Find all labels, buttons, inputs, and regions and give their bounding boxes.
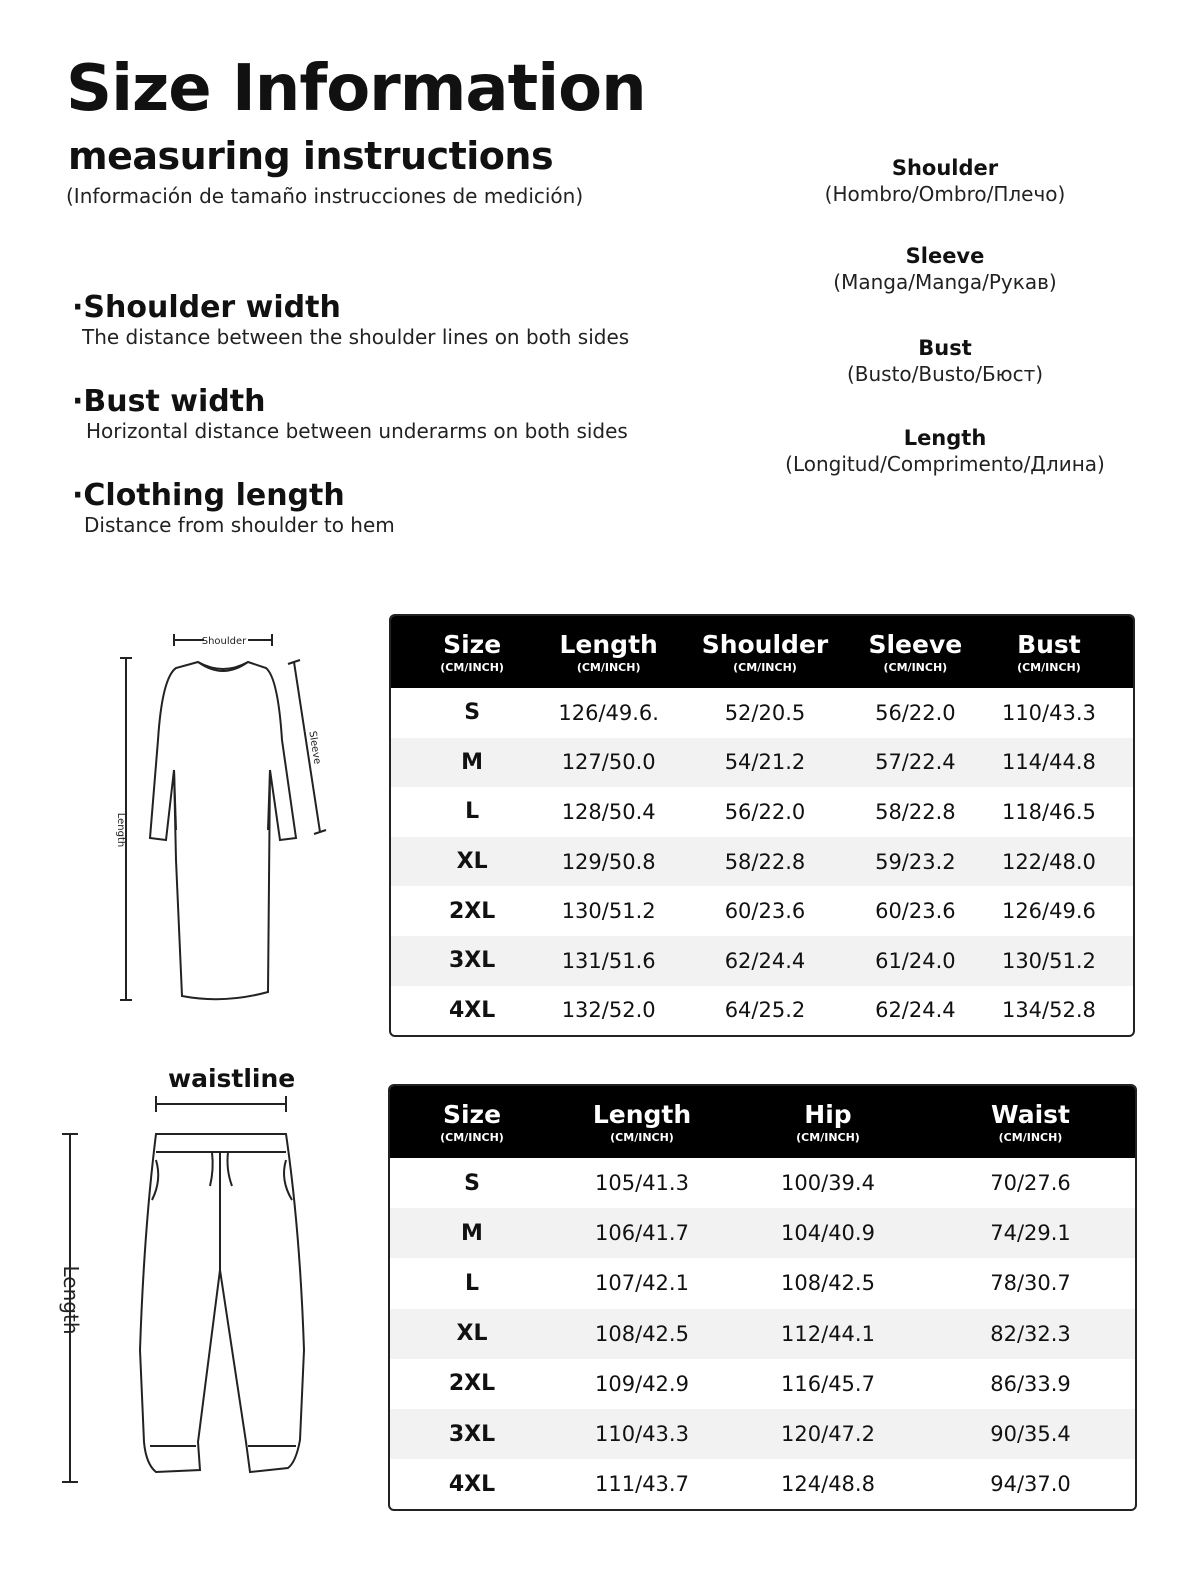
definition-text: The distance between the shoulder lines on both sides — [82, 325, 630, 349]
table-row — [390, 1409, 1135, 1459]
waist-cell: 90/35.4 — [990, 1422, 1071, 1447]
table-row — [391, 886, 1133, 936]
waist-cell: 82/32.3 — [990, 1321, 1071, 1346]
legend-bust — [760, 336, 1130, 386]
size-cell: S — [464, 1170, 480, 1196]
table-row — [390, 1459, 1135, 1509]
shoulder-cell: 64/25.2 — [724, 998, 806, 1023]
length-cell: 126/49.6. — [558, 700, 659, 725]
definition-bust — [72, 384, 628, 443]
hip-cell: 120/47.2 — [781, 1422, 875, 1447]
table-header — [390, 1086, 1135, 1158]
length-cell: 129/50.8 — [561, 849, 656, 874]
column-header-shoulder: Shoulder (CM/INCH) — [701, 630, 829, 674]
column-header-hip: Hip (CM/INCH) — [796, 1100, 860, 1144]
page-title: Size Information — [66, 52, 646, 126]
length-cell: 105/41.3 — [595, 1171, 689, 1196]
length-cell: 131/51.6 — [561, 948, 656, 973]
bust-cell: 130/51.2 — [1001, 948, 1096, 973]
waist-cell: 74/29.1 — [990, 1221, 1071, 1246]
legend-name: Bust — [918, 336, 972, 360]
size-cell: 4XL — [448, 997, 496, 1023]
legend-length — [760, 426, 1130, 476]
definition-heading: ·Clothing length — [72, 478, 345, 513]
size-cell: 2XL — [448, 1371, 496, 1397]
length-cell: 108/42.5 — [595, 1321, 689, 1346]
legend-sleeve — [760, 244, 1130, 294]
hip-cell: 104/40.9 — [781, 1221, 875, 1246]
table-row — [391, 837, 1133, 887]
column-header-size: Size (CM/INCH) — [440, 630, 504, 674]
column-header-length: Length (CM/INCH) — [592, 1100, 692, 1144]
legend-translation: (Longitud/Comprimento/Длина) — [785, 452, 1105, 476]
table-row — [391, 738, 1133, 788]
table-header — [391, 616, 1133, 688]
definition-text: Horizontal distance between underarms on both sides — [86, 419, 628, 443]
bust-cell: 114/44.8 — [1001, 750, 1096, 775]
size-cell: M — [461, 749, 484, 775]
column-header-bust: Bust (CM/INCH) — [1017, 630, 1081, 674]
hip-cell: 108/42.5 — [781, 1271, 875, 1296]
page-subtitle: measuring instructions — [68, 134, 554, 178]
legend-translation: (Manga/Manga/Рукав) — [833, 270, 1057, 294]
table-row — [391, 688, 1133, 738]
table-row — [390, 1258, 1135, 1308]
size-cell: 3XL — [448, 1421, 496, 1447]
length-cell: 132/52.0 — [561, 998, 656, 1023]
table-row — [390, 1158, 1135, 1208]
table-row — [390, 1309, 1135, 1359]
table-body — [390, 1158, 1135, 1509]
waist-cell: 94/37.0 — [990, 1472, 1071, 1497]
length-cell: 106/41.7 — [595, 1221, 689, 1246]
size-cell: L — [465, 799, 480, 825]
length-cell: 110/43.3 — [595, 1422, 689, 1447]
legend-name: Sleeve — [905, 244, 985, 268]
dress-diagram — [100, 620, 340, 1020]
table-row — [391, 986, 1133, 1036]
legend-name: Length — [903, 426, 987, 450]
sleeve-cell: 61/24.0 — [875, 948, 956, 973]
shoulder-cell: 54/21.2 — [724, 750, 806, 775]
size-cell: 4XL — [448, 1471, 496, 1497]
legend-translation: (Busto/Busto/Бюст) — [846, 362, 1044, 386]
definition-shoulder — [72, 290, 629, 349]
legend-translation: (Hombro/Ombro/Плечо) — [824, 182, 1066, 206]
sleeve-cell: 57/22.4 — [875, 750, 956, 775]
bust-cell: 118/46.5 — [1001, 799, 1096, 824]
bust-cell: 110/43.3 — [1001, 700, 1096, 725]
dress-size-table — [389, 614, 1135, 1037]
size-cell: 2XL — [448, 898, 496, 924]
sleeve-cell: 59/23.2 — [875, 849, 956, 874]
length-cell: 130/51.2 — [561, 899, 656, 924]
hip-cell: 116/45.7 — [781, 1371, 875, 1396]
pants-length-label: Length — [59, 1265, 83, 1335]
sleeve-cell: 58/22.8 — [875, 799, 956, 824]
table-body — [391, 688, 1133, 1035]
definition-text: Distance from shoulder to hem — [84, 513, 395, 537]
size-cell: S — [464, 700, 481, 726]
shoulder-cell: 58/22.8 — [724, 849, 806, 874]
sleeve-cell: 56/22.0 — [875, 700, 956, 725]
pants-size-table — [388, 1084, 1137, 1511]
bust-cell: 126/49.6 — [1001, 899, 1096, 924]
column-header-size: Size (CM/INCH) — [440, 1100, 504, 1144]
length-cell: 109/42.9 — [595, 1371, 689, 1396]
shoulder-cell: 56/22.0 — [724, 799, 806, 824]
page-subtitle-translation: (Información de tamaño instrucciones de medición) — [66, 184, 584, 208]
column-header-length: Length (CM/INCH) — [559, 630, 658, 674]
hip-cell: 100/39.4 — [781, 1171, 875, 1196]
bust-cell: 134/52.8 — [1001, 998, 1096, 1023]
size-cell: L — [464, 1270, 480, 1296]
waistline-label: waistline — [168, 1064, 296, 1093]
sleeve-cell: 60/23.6 — [875, 899, 956, 924]
length-cell: 107/42.1 — [595, 1271, 689, 1296]
definition-length — [72, 478, 395, 537]
sleeve-cell: 62/24.4 — [875, 998, 956, 1023]
size-cell: XL — [456, 849, 488, 875]
table-row — [391, 787, 1133, 837]
legend-shoulder — [760, 156, 1130, 206]
shoulder-cell: 52/20.5 — [724, 700, 806, 725]
column-header-sleeve: Sleeve (CM/INCH) — [868, 630, 963, 674]
hip-cell: 112/44.1 — [781, 1321, 875, 1346]
length-cell: 111/43.7 — [595, 1472, 689, 1497]
shoulder-label: Shoulder — [201, 636, 247, 647]
legend-name: Shoulder — [891, 156, 999, 180]
length-label: Length — [115, 812, 126, 848]
waist-cell: 70/27.6 — [990, 1171, 1071, 1196]
size-cell: XL — [456, 1321, 488, 1347]
hip-cell: 124/48.8 — [781, 1472, 875, 1497]
column-header-waist: Waist (CM/INCH) — [991, 1100, 1070, 1144]
table-row — [391, 936, 1133, 986]
size-cell: M — [461, 1220, 483, 1246]
waist-cell: 78/30.7 — [990, 1271, 1071, 1296]
definition-heading: ·Bust width — [72, 384, 266, 419]
bust-cell: 122/48.0 — [1001, 849, 1096, 874]
length-cell: 128/50.4 — [561, 799, 656, 824]
table-row — [390, 1208, 1135, 1258]
sleeve-label: Sleeve — [306, 730, 323, 766]
table-row — [390, 1359, 1135, 1409]
pants-outline — [140, 1134, 304, 1472]
shoulder-cell: 62/24.4 — [724, 948, 806, 973]
length-cell: 127/50.0 — [561, 750, 656, 775]
shoulder-cell: 60/23.6 — [724, 899, 806, 924]
dress-outline — [150, 662, 296, 999]
size-cell: 3XL — [448, 948, 496, 974]
definition-heading: ·Shoulder width — [72, 290, 341, 325]
waist-cell: 86/33.9 — [990, 1371, 1071, 1396]
pants-diagram — [50, 1090, 320, 1500]
